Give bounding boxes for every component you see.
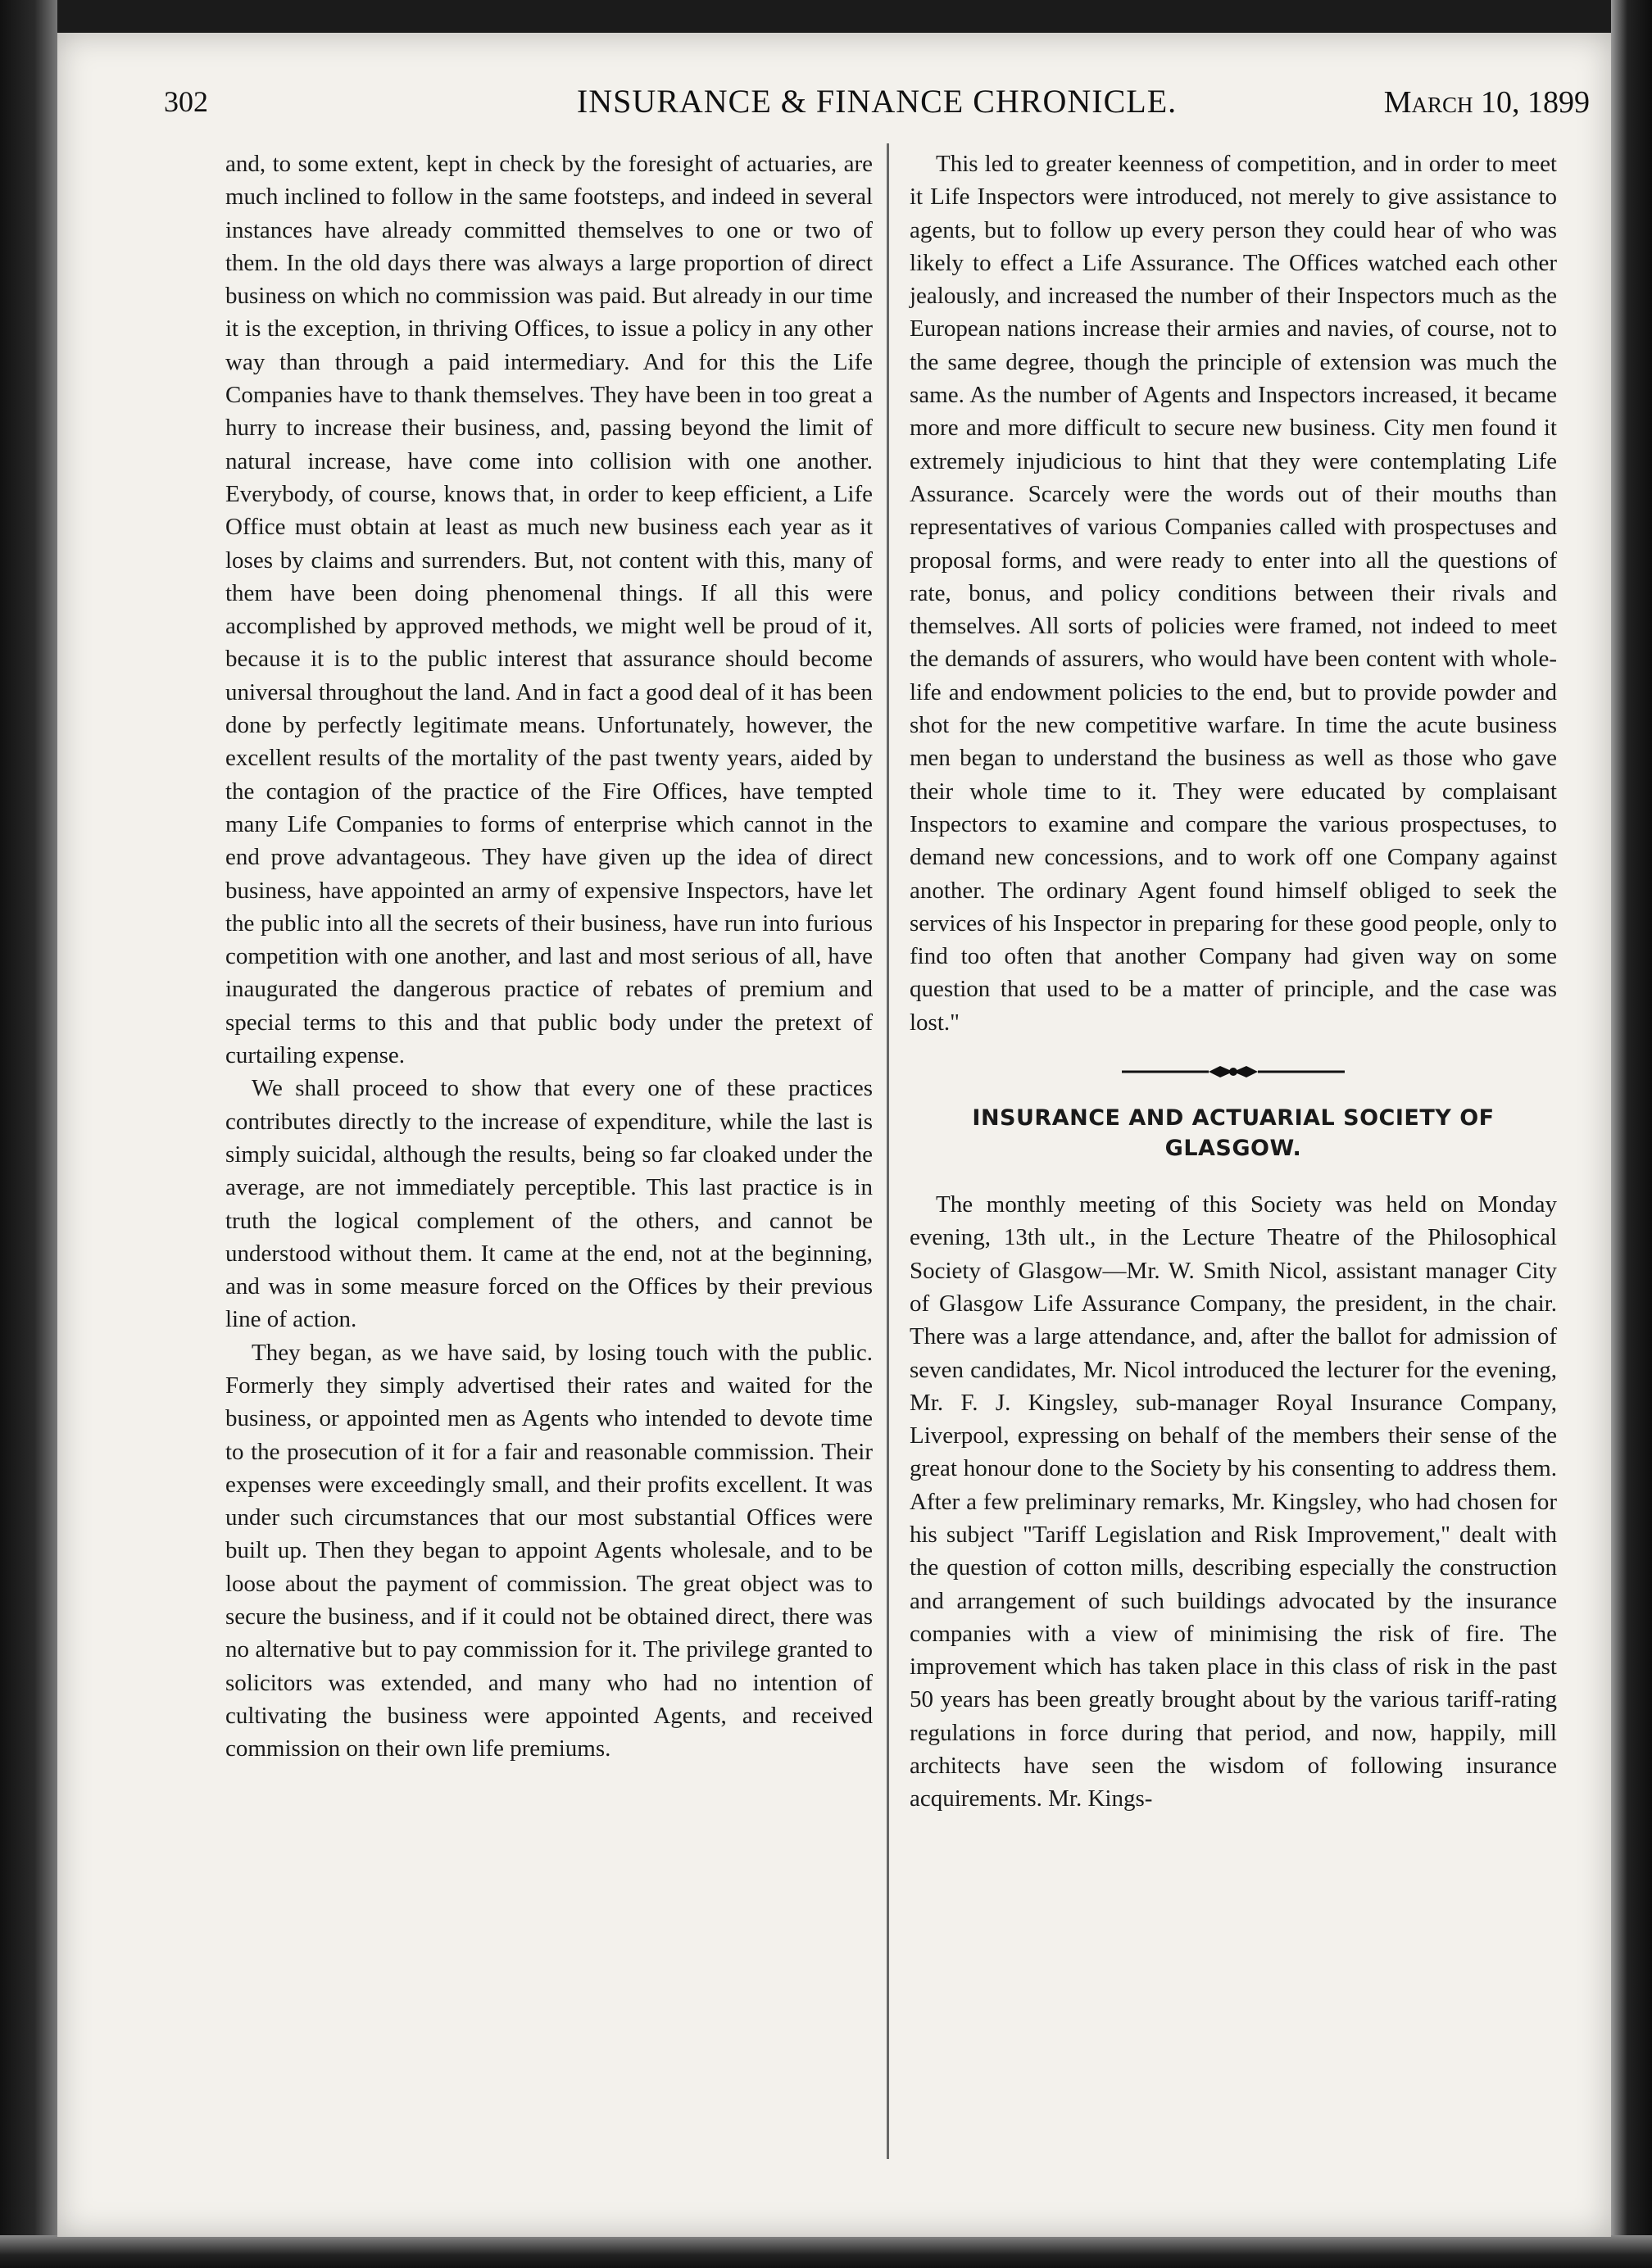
scan-border-left — [0, 0, 57, 2268]
scan-border-bottom — [0, 2235, 1652, 2268]
journal-title: INSURANCE & FINANCE CHRONICLE. — [576, 83, 1178, 120]
article-paragraph: They began, as we have said, by losing touch with the public. Formerly they simply advertised their rates and waited for the business, or appointed men as Agents who intended to devote time to the prosecution of it for a fair and reasonable commission. Their expenses were exceedingly small, and their profits excellent. It was under such circumstances that our most substantial Offices were built up. Then they began to appoint Agents wholesale, and to be loose about the payment of commission. The great object was to secure the business, and if it could not be obtained direct, there was no alternative but to pay commission for it. The privilege granted to solicitors was extended, and many who had no intention of cultivating the business were appointed Agents, and received commission on their own life premiums. — [225, 1339, 873, 1762]
section-ornament — [1119, 1062, 1348, 1082]
right-column — [910, 147, 1557, 1816]
issue-date: March 10, 1899 — [1383, 85, 1590, 120]
section-heading: INSURANCE AND ACTUARIAL SOCIETY OF GLASGOW. — [972, 1105, 1495, 1162]
column-divider — [887, 143, 889, 2159]
page-number: 302 — [164, 85, 208, 118]
page-header — [164, 78, 1590, 127]
article-paragraph: The monthly meeting of this Society was held on Monday evening, 13th ult., in the Lecture Theatre of the Philosophical Society of Glasgow—Mr. W. Smith Nicol, assistant manager City of Glasgow Life Assurance Company, the president, in the chair. There was a large attendance, and, after the ballot for admission of seven candidates, Mr. Nicol introduced the lecturer for the evening, Mr. F. J. Kingsley, sub-manager Royal Insurance Company, Liverpool, expressing on behalf of the members their sense of the great honour done to the Society by his consenting to address them. After a few preliminary remarks, Mr. Kingsley, who had chosen for his subject "Tariff Legislation and Risk Improvement," dealt with the question of cotton mills, describing especially the construction and arrangement of such buildings advocated by the insurance companies with a view of minimising the risk of fire. The improvement which has taken place in this class of risk in the past 50 years has been greatly brought about by the various tariff-rating regulations in force during that period, and now, happily, mill architects have seen the wisdom of following insurance acquirements. Mr. Kings- — [910, 1191, 1557, 1812]
article-paragraph: We shall proceed to show that every one of these practices contributes directly to the increase of expenditure, while the last is simply suicidal, although the results, being so far cloaked under the average, are not immediately perceptible. This last practice is in truth the logical complement of the others, and cannot be understood without them. It came at the end, not at the beginning, and was in some measure forced on the Offices by their previous line of action. — [225, 1075, 873, 1333]
article-paragraph: and, to some extent, kept in check by the foresight of actuaries, are much inclined to follow in the same footsteps, and indeed in several instances have already committed themselves to one or two of them. In the old days there was always a large proportion of direct business on which no commission was paid. But already in our time it is the exception, in thriving Offices, to issue a policy in any other way than through a paid intermediary. And for this the Life Companies have to thank themselves. They have been in too great a hurry to increase their business, and, passing beyond the limit of natural increase, have come into collision with one another. Everybody, of course, knows that, in order to keep efficient, a Life Office must obtain at least as much new business each year as it loses by claims and surrenders. But, not content with this, many of them have been doing phenomenal things. If all this were accomplished by approved methods, we might well be proud of it, because it is to the public interest that assurance should become universal throughout the land. And in fact a good deal of it has been done by perfectly legitimate means. Unfortunately, however, the excellent results of the mortality of the past twenty years, aided by the contagion of the practice of the Fire Offices, have tempted many Life Companies to forms of enterprise which cannot in the end prove advantageous. They have given up the idea of direct business, have appointed an army of expensive Inspectors, have let the public into all the secrets of their business, have run into furious competition with one another, and last and most serious of all, have inaugurated the dangerous practice of rebates of premium and special terms to this and that public body under the pretext of curtailing expense. — [225, 151, 873, 1069]
scan-border-right — [1611, 0, 1652, 2268]
article-paragraph: This led to greater keenness of competition, and in order to meet it Life Inspectors were introduced, not merely to give assistance to agents, but to follow up every person they could hear of who was likely to effect a Life Assurance. The Offices watched each other jealously, and increased the number of their Inspectors much as the European nations increase their armies and navies, of course, not to the same degree, though the principle of extension was much the same. As the number of Agents and Inspectors increased, it became more and more difficult to secure new business. City men found it extremely injudicious to hint that they were contemplating Life Assurance. Scarcely were the words out of their mouths than representatives of various Companies called with prospectuses and proposal forms, and were ready to enter into all the questions of rate, bonus, and policy conditions between their rivals and themselves. All sorts of policies were framed, not indeed to meet the demands of assurers, who would have been content with whole-life and endowment policies to the end, but to provide powder and shot for the new competitive warfare. In time the acute business men began to understand the business as well as those who gave their whole time to it. They were educated by complaisant Inspectors to examine and compare the various prospectuses, to demand new concessions, and to work off one Company against another. The ordinary Agent found himself obliged to seek the services of his Inspector in preparing for these good people, only to find too often that another Company had given way on some question that used to be a matter of principle, and the case was lost." — [910, 151, 1557, 1036]
left-column — [225, 147, 873, 1766]
